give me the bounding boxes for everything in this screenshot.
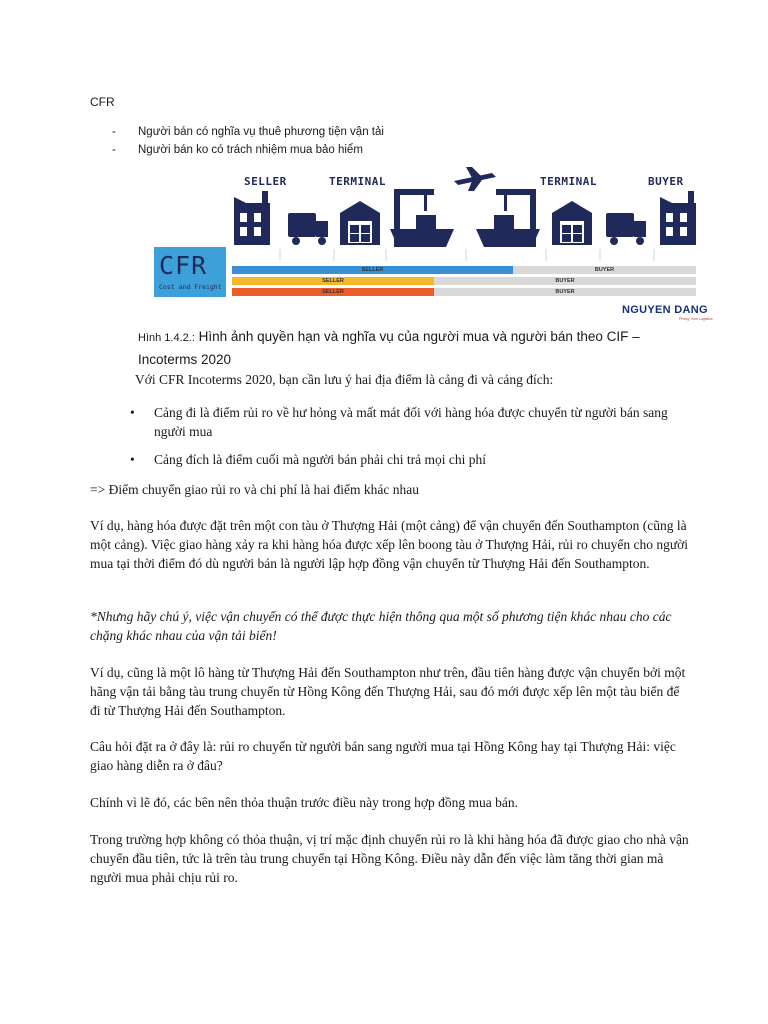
note-text: Người bán có nghĩa vụ thuê phương tiện vận tải bbox=[138, 126, 384, 138]
caption-text: Hình ảnh quyền hạn và nghĩa vụ của người mua và người bán theo CIF – Incoterms 2020 bbox=[138, 329, 640, 367]
logistics-icons bbox=[154, 163, 716, 263]
port-crane-icon bbox=[476, 189, 540, 247]
note-list bbox=[112, 123, 384, 159]
advice-paragraph: Chính vì lẽ đó, các bên nên thỏa thuận trước điều này trong hợp đồng mua bán. bbox=[90, 795, 518, 810]
cfr-figure bbox=[154, 163, 716, 321]
term-full: Cost and Freight bbox=[159, 283, 222, 291]
note-paragraph: *Nhưng hãy chú ý, việc vận chuyển có thể được thực hiện thông qua một số phương tiện khác nhau cho các chặng khác nhau của vận tải biển! bbox=[90, 609, 672, 643]
intro-text: Với CFR Incoterms 2020, bạn cần lưu ý hai địa điểm là cảng đi và cảng đích: bbox=[135, 372, 554, 387]
conclusion-text: => Điểm chuyển giao rủi ro và chi phí là hai điểm khác nhau bbox=[90, 482, 420, 497]
buyer-bar: BUYER bbox=[513, 266, 696, 274]
note-item: - Người bán có nghĩa vụ thuê phương tiện vận tải bbox=[112, 123, 384, 141]
caption-prefix: Hình 1.4.2.: bbox=[138, 332, 195, 344]
figure-caption bbox=[138, 326, 698, 371]
brand-tagline: Phòng Trình Logistics bbox=[679, 317, 713, 321]
factory-icon bbox=[660, 191, 696, 245]
term-code: CFR bbox=[159, 251, 208, 280]
bullet-text: Cảng đi là điểm rủi ro về hư hỏng và mất mát đối với hàng hóa được chuyển từ người bán sang người mua bbox=[154, 405, 668, 439]
factory-icon bbox=[234, 191, 270, 245]
buyer-bar: BUYER bbox=[434, 277, 696, 285]
seller-label: SELLER bbox=[244, 175, 287, 188]
truck-icon bbox=[288, 213, 328, 245]
warehouse-icon bbox=[552, 201, 592, 245]
question-paragraph: Câu hỏi đặt ra ở đây là: rủi ro chuyển từ người bán sang người mua tại Hồng Kông hay tại Thượng Hải: việc giao hàng diễn ra ở đâu? bbox=[90, 739, 676, 773]
seller-bar: SELLER bbox=[232, 277, 434, 285]
section-heading: CFR bbox=[90, 95, 115, 109]
bullet-text: Cảng đích là điểm cuối mà người bán phải chi trả mọi chi phí bbox=[154, 452, 487, 467]
bullet-item: • Cảng đi là điểm rủi ro về hư hỏng và mất mát đối với hàng hóa được chuyển từ người bán sang người mua bbox=[130, 403, 700, 441]
port-crane-icon bbox=[390, 189, 454, 247]
example-paragraph: Ví dụ, hàng hóa được đặt trên một con tàu ở Thượng Hải (một cảng) để vận chuyển đến Southampton (cũng là một cảng). Việc giao hàng xảy ra khi hàng hóa được xếp lên boong tàu ở Thượng Hải, rủi ro chuyển cho người mua tại thời điểm đó dù người bán là người lập hợp đồng vận chuyển từ Thượng Hải đến Southampton. bbox=[90, 518, 689, 571]
buyer-bar: BUYER bbox=[434, 288, 696, 296]
example-paragraph: Ví dụ, cũng là một lô hàng từ Thượng Hải đến Southampton như trên, đầu tiên hàng được vận chuyển bởi một hãng vận tải bằng tàu trung chuyển từ Hồng Kông đến Thượng Hải, sau đó mới được xếp lên một tàu biển để đi từ Thượng Hải đến Southampton. bbox=[90, 665, 686, 718]
note-item: - Người bán ko có trách nhiệm mua bảo hiểm bbox=[112, 141, 384, 159]
bullet-list bbox=[130, 403, 700, 478]
warehouse-icon bbox=[340, 201, 380, 245]
brand-logo: NGUYEN DANG bbox=[622, 304, 708, 316]
truck-icon bbox=[606, 213, 646, 245]
terminal-right-label: TERMINAL bbox=[540, 175, 597, 188]
bullet-item: • Cảng đích là điểm cuối mà người bán phải chi trả mọi chi phí bbox=[130, 452, 487, 467]
cfr-term-box bbox=[154, 247, 226, 297]
note-text: Người bán ko có trách nhiệm mua bảo hiểm bbox=[138, 144, 363, 156]
terminal-left-label: TERMINAL bbox=[329, 175, 386, 188]
airplane-icon bbox=[454, 167, 496, 191]
default-rule-paragraph: Trong trường hợp không có thỏa thuận, vị trí mặc định chuyển rủi ro là khi hàng hóa đã được giao cho nhà vận chuyển đầu tiên, tức là trên tàu trung chuyển tại Hồng Kông. Điều này dẫn đến việc làm tăng thời gian mà người mua phải chịu rủi ro. bbox=[90, 832, 689, 885]
seller-bar: SELLER bbox=[232, 288, 434, 296]
seller-bar: SELLER bbox=[232, 266, 513, 274]
buyer-label: BUYER bbox=[648, 175, 684, 188]
